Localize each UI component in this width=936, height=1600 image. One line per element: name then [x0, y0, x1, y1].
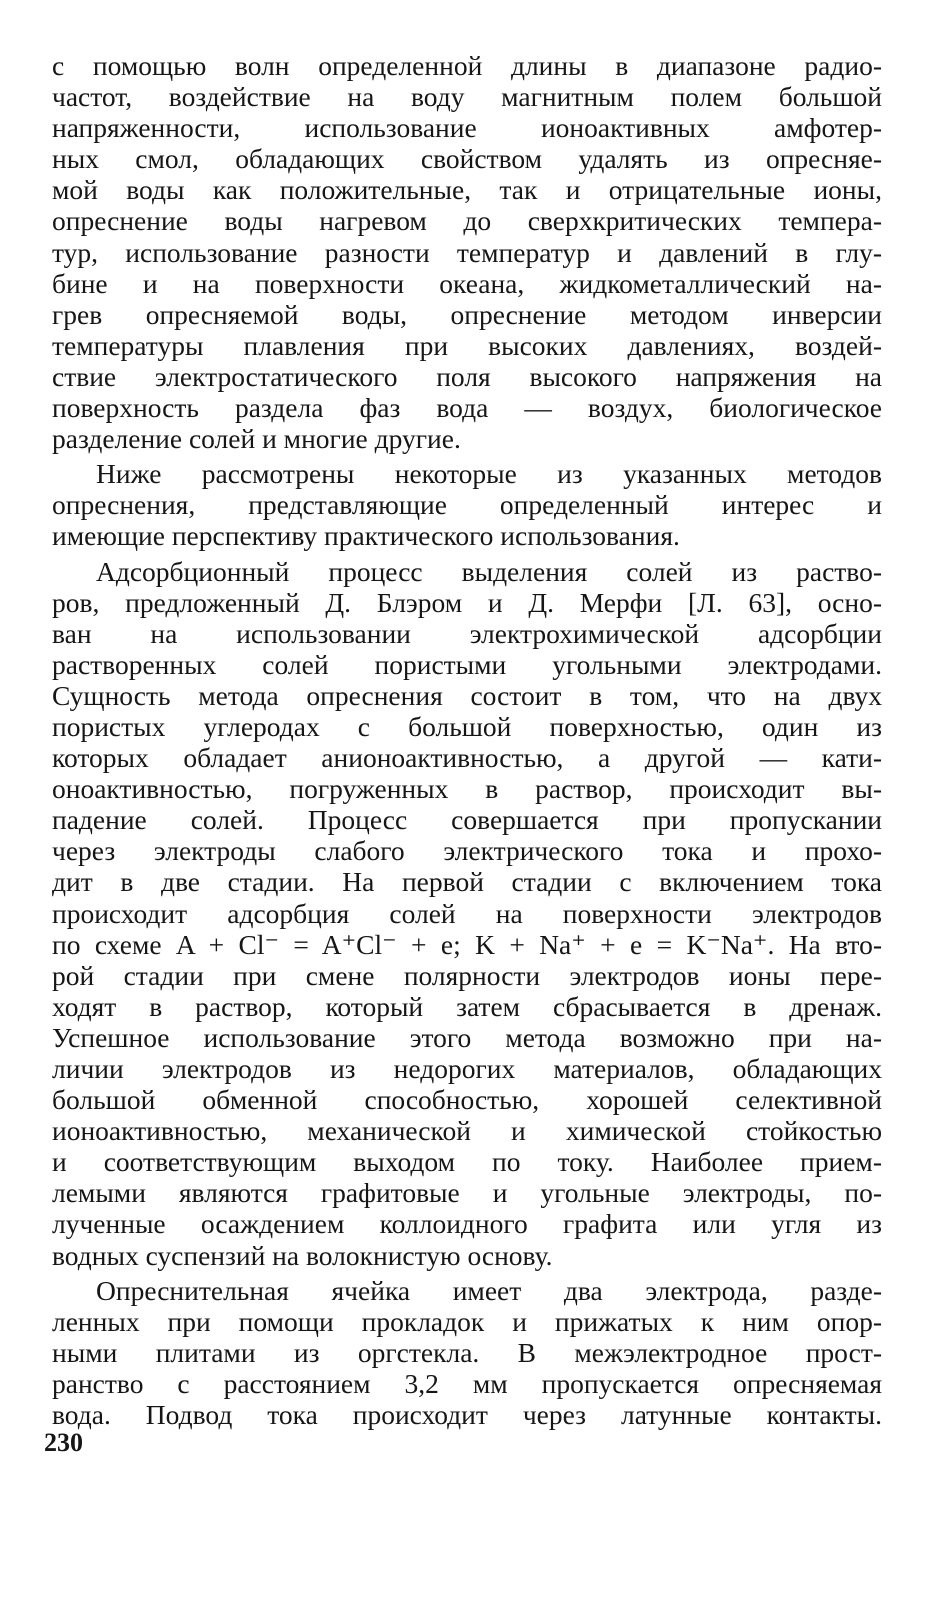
text-line: ленных при помощи прокладок и прижатых к ним опор- [52, 1305, 882, 1337]
text-line: ходят в раствор, который затем сбрасывается в дренаж. [52, 990, 882, 1022]
text-line: которых обладает анионоактивностью, а другой — кати- [52, 742, 882, 774]
text-line: растворенных солей пористыми угольными электродами. [52, 648, 882, 680]
text-line: частот, воздействие на воду магнитным полем большой [52, 81, 882, 113]
text-line: водных суспензий на волокнистую основу. [52, 1239, 553, 1271]
text-line: Ниже рассмотрены некоторые из указанных методов [96, 458, 882, 490]
text-line: пористых углеродах с большой поверхностью, один из [52, 710, 882, 742]
text-line: опреснения, представляющие определенный интерес и [52, 489, 882, 521]
text-line: дит в две стадии. На первой стадии с включением тока [52, 866, 882, 898]
text-line: разделение солей и многие другие. [52, 423, 461, 455]
text-line: большой обменной способностью, хорошей селективной [52, 1084, 882, 1116]
text-line-formula: по схеме A + Cl⁻ = A⁺Cl⁻ + e; K + Na⁺ + e = K⁻Na⁺. На вто- [52, 928, 882, 960]
page-text [52, 50, 882, 1430]
text-line: ными плитами из оргстекла. В межэлектродное прост- [52, 1336, 882, 1368]
text-line: и соответствующим выходом по току. Наиболее прием- [52, 1146, 882, 1178]
text-line: ных смол, обладающих свойством удалять из опресняе- [52, 143, 882, 175]
paragraph-methods-list [52, 50, 882, 454]
text-line: падение солей. Процесс совершается при пропускании [52, 804, 882, 836]
text-line: Сущность метода опреснения состоит в том, что на двух [52, 679, 882, 711]
text-line: оноактивностью, погруженных в раствор, происходит вы- [52, 773, 882, 805]
text-line: бине и на поверхности океана, жидкометаллический на- [52, 267, 882, 299]
text-line: ствие электростатического поля высокого напряжения на [52, 360, 882, 392]
text-line: мой воды как положительные, так и отрицательные ионы, [52, 174, 882, 206]
text-line: происходит адсорбция солей на поверхности электродов [52, 897, 882, 929]
text-line: вода. Подвод тока происходит через латунные контакты. [52, 1399, 882, 1431]
text-line: рой стадии при смене полярности электродов ионы пере- [52, 959, 882, 991]
paragraph-cell [52, 1275, 882, 1430]
text-line: ранство с расстоянием 3,2 мм пропускается опресняемая [52, 1367, 882, 1399]
text-line: личии электродов из недорогих материалов, обладающих [52, 1053, 882, 1084]
text-line: опреснение воды нагревом до сверхкритических темпера- [52, 205, 882, 237]
text-line: ван на использовании электрохимической адсорбции [52, 617, 882, 649]
text-line: поверхность раздела фаз вода — воздух, биологическое [52, 392, 882, 424]
text-line: температуры плавления при высоких давлениях, воздей- [52, 329, 882, 361]
page-number: 230 [44, 1428, 83, 1457]
text-line: ионоактивностью, механической и химической стойкостью [52, 1115, 882, 1147]
text-line: лученные осаждением коллоидного графита или угля из [52, 1208, 882, 1240]
text-line: Адсорбционный процесс выделения солей из раство- [96, 555, 882, 587]
text-line: напряженности, использование ионоактивных амфотер- [52, 112, 882, 144]
text-line: грев опресняемой воды, опреснение методом инверсии [52, 298, 882, 330]
paragraph-intro [52, 458, 882, 551]
text-line: с помощью волн определенной длины в диапазоне радио- [52, 50, 882, 81]
text-line: ров, предложенный Д. Блэром и Д. Мерфи [Л. 63], осно- [52, 586, 882, 618]
text-line: тур, использование разности температур и давлений в глу- [52, 236, 882, 268]
text-line: Опреснительная ячейка имеет два электрода, разде- [96, 1274, 882, 1306]
text-line: имеющие перспективу практического использования. [52, 520, 680, 552]
text-line: лемыми являются графитовые и угольные электроды, по- [52, 1177, 882, 1209]
text-line: Успешное использование этого метода возможно при на- [52, 1021, 882, 1053]
text-line: через электроды слабого электрического тока и прохо- [52, 835, 882, 867]
paragraph-adsorption [52, 556, 882, 1271]
